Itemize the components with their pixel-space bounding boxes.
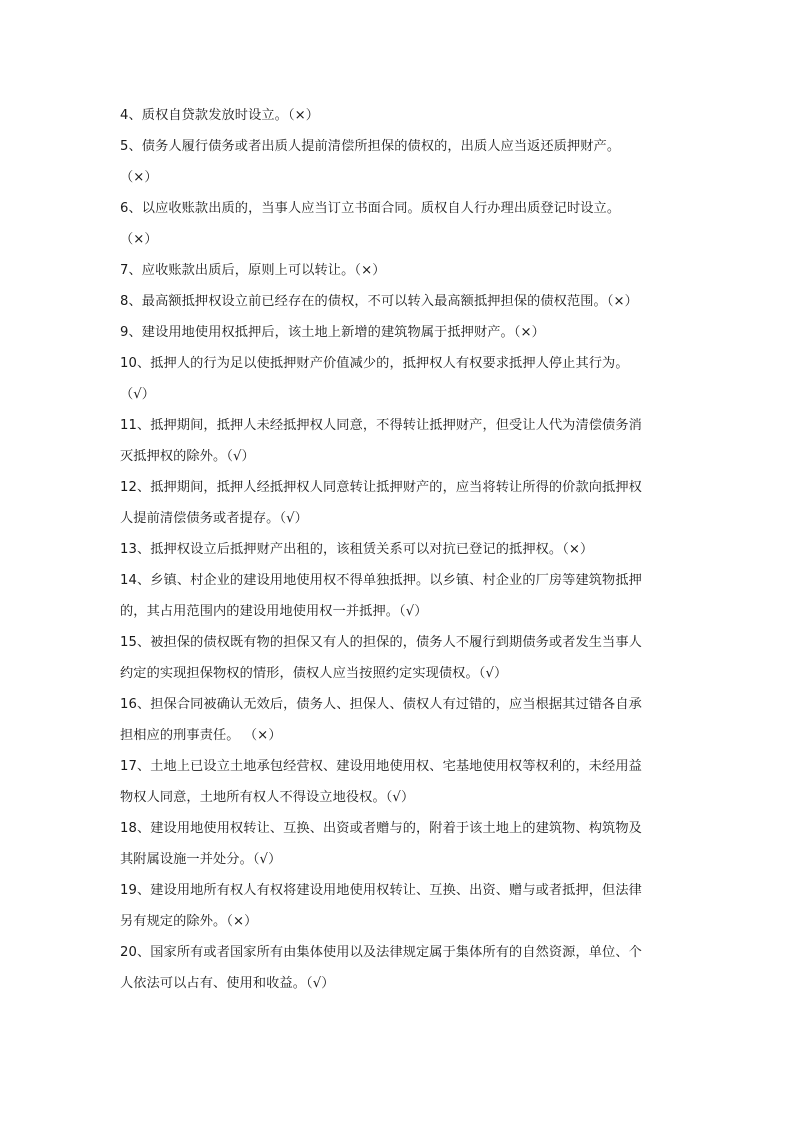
text-line: 8、最高额抵押权设立前已经存在的债权，不可以转入最高额抵押担保的债权范围。（×） [120,294,638,309]
text-line: 5、债务人履行债务或者出质人提前清偿所担保的债权的，出质人应当返还质押财产。 [120,139,621,154]
text-line: 15、被担保的债权既有物的担保又有人的担保的，债务人不履行到期债务或者发生当事人 [120,635,642,650]
text-line: 灭抵押权的除外。（√） [120,449,255,464]
text-line: 9、建设用地使用权抵押后，该土地上新增的建筑物属于抵押财产。（×） [120,325,545,340]
text-line: 另有规定的除外。（×） [120,914,258,929]
text-line: 20、国家所有或者国家所有由集体使用以及法律规定属于集体所有的自然资源，单位、个 [120,945,642,960]
text-line: （×） [120,170,158,185]
text-line: 11、抵押期间，抵押人未经抵押权人同意，不得转让抵押财产，但受让人代为清偿债务消 [120,418,642,433]
text-line: 16、担保合同被确认无效后，债务人、担保人、债权人有过错的，应当根据其过错各自承 [120,697,642,712]
text-line: 19、建设用地所有权人有权将建设用地使用权转让、互换、出资、赠与或者抵押，但法律 [120,883,642,898]
text-line: 人提前清偿债务或者提存。（√） [120,511,308,526]
text-line: 6、以应收账款出质的，当事人应当订立书面合同。质权自人行办理出质登记时设立。 [120,201,621,216]
document-body [120,100,680,999]
text-line: 约定的实现担保物权的情形，债权人应当按照约定实现债权。（√） [120,666,508,681]
text-line: 7、应收账款出质后，原则上可以转让。（×） [120,263,386,278]
text-line: 12、抵押期间，抵押人经抵押权人同意转让抵押财产的，应当将转让所得的价款向抵押权 [120,480,642,495]
text-line: （×） [120,232,158,247]
text-line: 18、建设用地使用权转让、互换、出资或者赠与的，附着于该土地上的建筑物、构筑物及 [120,821,642,836]
text-line: 人依法可以占有、使用和收益。（√） [120,976,335,991]
text-line: 物权人同意，土地所有权人不得设立地役权。（√） [120,790,415,805]
text-line: 10、抵押人的行为足以使抵押财产价值减少的，抵押权人有权要求抵押人停止其行为。 [120,356,629,371]
text-line: 的，其占用范围内的建设用地使用权一并抵押。（√） [120,604,428,619]
text-line: 担相应的刑事责任。 （×） [120,728,282,743]
text-line: 14、乡镇、村企业的建设用地使用权不得单独抵押。以乡镇、村企业的厂房等建筑物抵押 [120,573,642,588]
text-line: 17、土地上已设立土地承包经营权、建设用地使用权、宅基地使用权等权利的，未经用益 [120,759,642,774]
text-line: 13、抵押权设立后抵押财产出租的，该租赁关系可以对抗已登记的抵押权。（×） [120,542,594,557]
text-line: （√） [120,387,156,402]
text-line: 4、质权自贷款发放时设立。（×） [120,108,320,123]
text-line: 其附属设施一并处分。（√） [120,852,282,867]
